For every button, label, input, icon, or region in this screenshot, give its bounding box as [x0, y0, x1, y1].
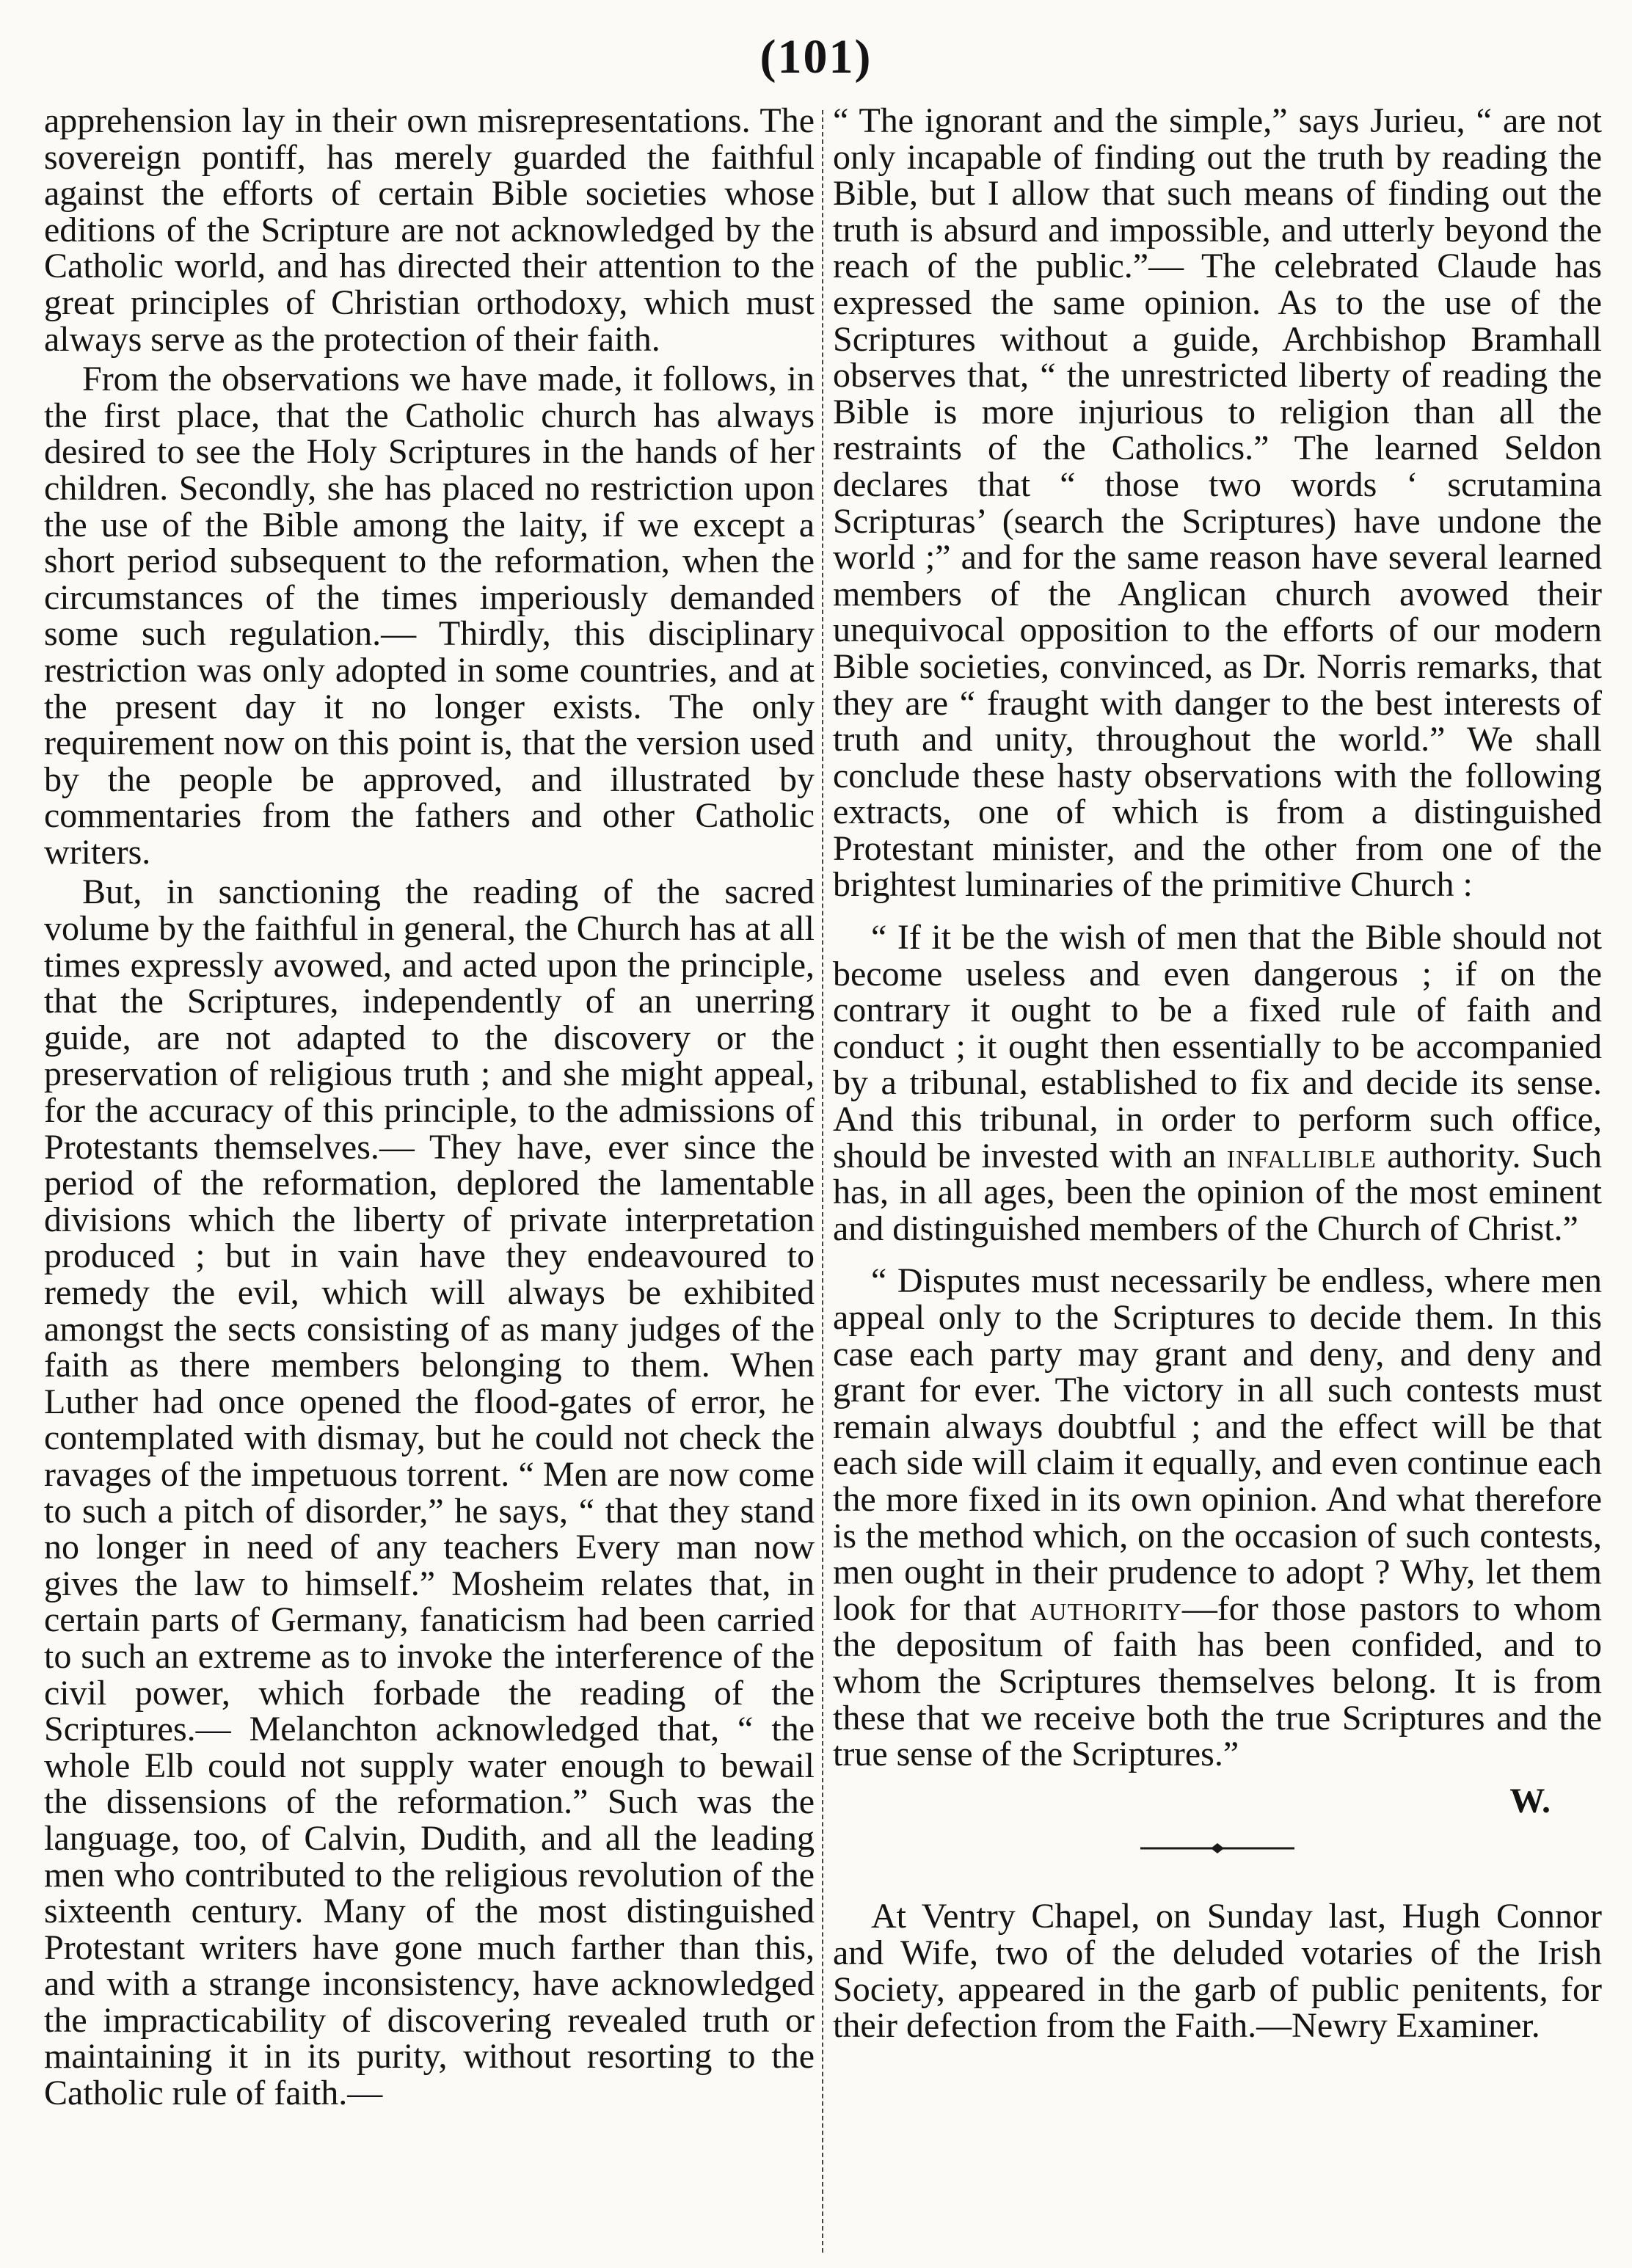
signature: W.	[1509, 1781, 1551, 1820]
page-number: (101)	[759, 30, 873, 84]
quotation-2	[833, 1263, 1602, 1772]
column-rule	[822, 110, 823, 2253]
quotation-2-emphasis: authority	[1030, 1589, 1182, 1628]
quotation-2-text-a: “ Disputes must necessarily be endless, where men appeal only to the Scriptures to decide them. In this case each party may grant and deny, and deny and grant for ever. The victory in all such contests must remain always doubtful ; and the effect will be that each side will claim it equally, and even continue each the more fixed in its own opinion. And what therefore is the method which, on the occasion of such contests, men ought in their prudence to adopt ? Why, let them look for that	[833, 1261, 1602, 1628]
right-paragraph-1: “ The ignorant and the simple,” says Jurieu, “ are not only incapable of finding out the truth by reading the Bible, but I allow that such means of finding out the truth is absurd and impossible, and utterly beyond the reach of the public.”— The celebrated Claude has expressed the same opinion. As to the use of the Scriptures without a guide, Archbishop Bramhall observes that, “ the unrestricted liberty of reading the Bible is more injurious to religion than all the restraints of the Catholics.” The learned Seldon declares that “ those two words ‘ scrutamina Scripturas’ (search the Scriptures) have undone the world ;” and for the same reason have several learned members of the Anglican church avowed their unequivocal opposition to the efforts of our modern Bible societies, convinced, as Dr. Norris remarks, that they are “ fraught with danger to the best interests of truth and unity, throughout the world.” We shall conclude these hasty observations with the following extracts, one of which is from a distinguished Protestant minister, and the other from one of the brightest luminaries of the primitive Church :	[833, 101, 1602, 905]
left-paragraph-2: From the observations we have made, it follows, in the first place, that the Catholic church has always desired to see the Holy Scriptures in the hands of her children. Secondly, she has placed no restriction upon the use of the Bible among the laity, if we except a short period subsequent to the reformation, when the circumstances of the times imperiously demanded some such regulation.— Thirdly, this disciplinary restriction was only adopted in some countries, and at the present day it no longer exists. The only requirement now on this point is, that the version used by the people be approved, and illustrated by commentaries from the fathers and other Catholic writers.	[44, 360, 815, 872]
quotation-2-text-b: —for those pastors to whom the depositum of faith has been confided, and to whom the Scriptures themselves belong. It is from these that we receive both the true Scriptures and the true sense of the Scriptures.”	[833, 1589, 1603, 1774]
left-column	[44, 103, 815, 2112]
left-paragraph-1: apprehension lay in their own misrepresentations. The sovereign pontiff, has merely guarded the faithful against the efforts of certain Bible societies whose editions of the Scripture are not acknowledged by the Catholic world, and has directed their attention to the great principles of Christian orthodoxy, which must always serve as the protection of their faith.	[44, 101, 815, 359]
left-paragraph-3: But, in sanctioning the reading of the sacred volume by the faithful in general, the Church has at all times expressly avowed, and acted upon the principle, that the Scriptures, independently of an unerring guide, are not adapted to the discovery or the preservation of religious truth ; and she might appeal, for the accuracy of this principle, to the admissions of Protestants themselves.— They have, ever since the period of the reformation, deplored the lamentable divisions which the liberty of private interpretation produced ; but in vain have they endeavoured to remedy the evil, which will always be exhibited amongst the sects consisting of as many judges of the faith as there members belonging to them. When Luther had once opened the flood-gates of error, he contemplated with dismay, but he could not check the ravages of the impetuous torrent. “ Men are now come to such a pitch of disorder,” he says, “ that they stand no longer in need of any teachers Every man now gives the law to himself.” Mosheim relates that, in certain parts of Germany, fanaticism had been carried to such an extreme as to invoke the interference of the civil power, which forbade the reading of the Scriptures.— Melanchton acknowledged that, “ the whole Elb could not supply water enough to bewail the dissensions of the reformation.” Such was the language, too, of Calvin, Dudith, and all the leading men who contributed to the religious revolution of the sixteenth century. Many of the most distinguished Protestant writers have gone much farther than this, and with a strange inconsistency, have acknowledged the impracticability of discovering revealed truth or maintaining it in its purity, without resorting to the Catholic rule of faith.—	[44, 872, 815, 2113]
ornamental-divider	[1140, 1839, 1294, 1857]
quotation-1-text-b: authority. Such has, in all ages, been the opinion of the most eminent and distinguished members of the Church of Christ.”	[833, 1136, 1603, 1248]
quotation-1	[833, 919, 1602, 1247]
right-column	[833, 103, 1602, 2044]
news-notice: At Ventry Chapel, on Sunday last, Hugh Connor and Wife, two of the deluded votaries of the Irish Society, appeared in the garb of public penitents, for their defection from the Faith.—Newry Examiner.	[833, 1897, 1602, 2046]
quotation-1-emphasis: infallible	[1226, 1136, 1377, 1175]
quotation-1-text-a: “ If it be the wish of men that the Bible should not become useless and even dangerous ; if on the contrary it ought to be a fixed rule of faith and conduct ; it ought then essentially to be accompanied by a tribunal, established to fix and decide its sense. And this tribunal, in order to perform such office, should be invested with an	[833, 918, 1602, 1175]
